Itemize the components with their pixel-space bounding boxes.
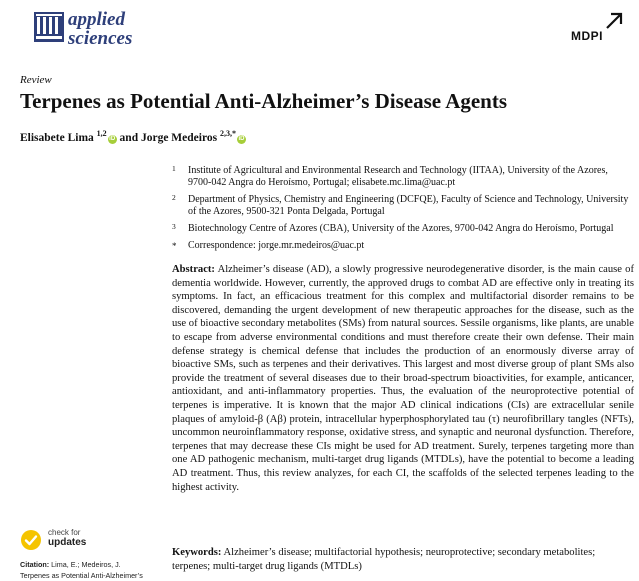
affiliation-text: Department of Physics, Chemistry and Engineering (DCFQE), Faculty of Science and Technology, University of the Azores, 9500-321 Ponta Delgada, Portugal: [188, 194, 629, 217]
journal-name: [68, 10, 132, 48]
orcid-icon[interactable]: iD: [109, 135, 116, 142]
correspondence-item: [172, 240, 632, 252]
correspondence-mark: *: [172, 241, 177, 251]
abstract-label: Abstract:: [172, 264, 215, 275]
publisher-name: MDPI: [571, 29, 603, 43]
affiliation-number: 2: [172, 193, 176, 202]
check-updates-label: [48, 528, 86, 548]
citation-text: Lima, E.; Medeiros, J.: [51, 560, 121, 569]
affiliation-text: Biotechnology Centre of Azores (CBA), University of the Azores, 9700-042 Angra do Heroísmo, Portugal: [188, 223, 614, 234]
check-updates-line1: check for: [48, 528, 81, 537]
affiliation-item: [172, 194, 632, 218]
abstract: [172, 263, 634, 494]
keywords: [172, 546, 634, 573]
abstract-text: Alzheimer’s disease (AD), a slowly progressive neurodegenerative disorder, is the main cause of dementia worldwide. However, currently, the approved drugs to combat AD are effective only in treating its symptoms. In fact, an efficacious treatment for this complex and multifactorial disorder remains to be discovered, demanding the urgent development of new therapeutic approaches for the disease, such as the use of bioactive secondary metabolites (SMs) from natural sources. Sessile organisms, like plants, are unable to escape from adverse environmental conditions and must therefore create their own defense. Their main defense strategy is chemical defense that includes the production of an enormously diverse array of bioactive SMs, such as terpenes and their derivatives. This largest and most diverse group of plant SMs also provide the treatment of several diseases due to their broad-spectrum bioactivities, for example, anticancer, antioxidant, and anti-inflammatory properties. Thus, the evaluation of the neuroprotective potential of terpenes is imperative. It is known that the major AD clinical indications (CIs) are extracellular senile plaques of amyloid-β (Aβ) protein, intracellular hyperphosphorylated tau (τ) neurofibrillary tangles (NFTs), uncommon neuroinflammatory response, oxidative stress, and synaptic and neuronal dysfunction. Therefore, terpenes that may decrease these CIs might be used for AD treatment. Surely, terpenes targeting more than one AD pathogenic mechanism, multi-target drug ligands (MTDLs), have the potential to become a leading AD treatment. Thus, this review analyzes, for each CI, the scaffolds of the selected terpenes leading to the highest activity.: [172, 264, 634, 493]
author-name: Jorge Medeiros: [140, 131, 218, 144]
citation-title: Terpenes as Potential Anti-Alzheimer’s: [20, 571, 143, 580]
orcid-icon[interactable]: iD: [238, 135, 245, 142]
citation-label: Citation:: [20, 560, 50, 569]
affiliations: [172, 165, 632, 257]
publisher-logo: [567, 12, 629, 46]
article-type: Review: [20, 74, 52, 86]
journal-name-line1: applied: [68, 9, 125, 30]
check-updates-icon: [20, 529, 42, 551]
journal-logo-icon: [34, 12, 64, 42]
correspondence-text: Correspondence: jorge.mr.medeiros@uac.pt: [188, 240, 365, 251]
affiliation-text: Institute of Agricultural and Environmental Research and Technology (IITAA), University of the Azores, 9700-042 Angra do Heroísmo, Portugal; elisabete.mc.lima@uac.pt: [188, 165, 608, 188]
article-title: Terpenes as Potential Anti-Alzheimer’s Disease Agents: [20, 89, 508, 113]
journal-name-line2: sciences: [68, 28, 133, 49]
author-affiliation-sup: 1,2: [96, 129, 107, 138]
author-list: [20, 129, 246, 144]
affiliation-item: [172, 165, 632, 189]
author-affiliation-sup: 2,3,*: [219, 129, 236, 138]
keywords-text: Alzheimer’s disease; multifactorial hypothesis; neuroprotective; secondary metabolites; terpenes; multi-target drug ligands (MTDLs): [172, 547, 596, 572]
affiliation-item: [172, 223, 632, 235]
citation: [20, 559, 170, 581]
check-updates-line2: updates: [48, 537, 87, 548]
affiliation-number: 3: [172, 222, 176, 231]
keywords-label: Keywords:: [172, 547, 222, 558]
author-join: and: [119, 131, 139, 144]
affiliation-number: 1: [172, 164, 176, 173]
check-for-updates-button[interactable]: [20, 527, 110, 557]
mdpi-arrow-icon: [605, 12, 623, 30]
author-name: Elisabete Lima: [20, 131, 94, 144]
